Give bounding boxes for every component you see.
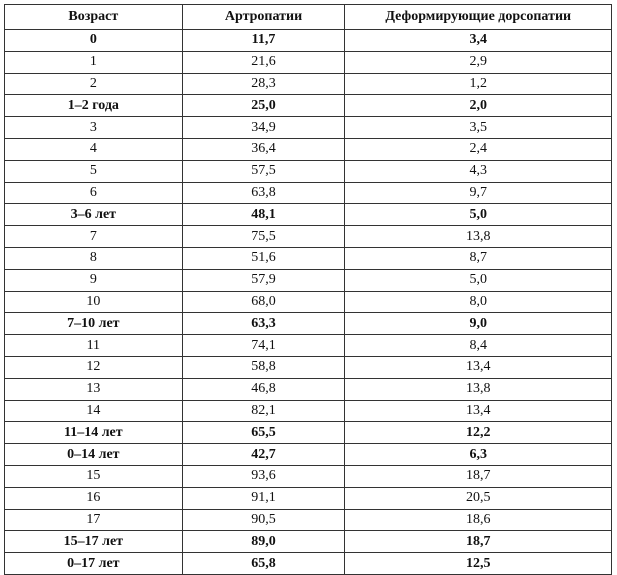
cell-arthropathies: 57,5	[182, 160, 345, 182]
cell-age: 16	[5, 487, 183, 509]
cell-age: 3	[5, 117, 183, 139]
cell-age: 4	[5, 138, 183, 160]
cell-dorsopathies: 8,0	[345, 291, 612, 313]
cell-dorsopathies: 12,5	[345, 553, 612, 575]
cell-age: 10	[5, 291, 183, 313]
cell-arthropathies: 42,7	[182, 444, 345, 466]
cell-age: 1	[5, 51, 183, 73]
cell-dorsopathies: 8,4	[345, 335, 612, 357]
cell-arthropathies: 21,6	[182, 51, 345, 73]
cell-arthropathies: 51,6	[182, 247, 345, 269]
cell-arthropathies: 25,0	[182, 95, 345, 117]
table-row	[5, 400, 612, 422]
cell-dorsopathies: 5,0	[345, 204, 612, 226]
cell-dorsopathies: 9,0	[345, 313, 612, 335]
table-row	[5, 356, 612, 378]
cell-dorsopathies: 5,0	[345, 269, 612, 291]
cell-arthropathies: 34,9	[182, 117, 345, 139]
cell-age: 7–10 лет	[5, 313, 183, 335]
cell-arthropathies: 82,1	[182, 400, 345, 422]
cell-arthropathies: 11,7	[182, 30, 345, 52]
cell-age: 1–2 года	[5, 95, 183, 117]
table-row	[5, 291, 612, 313]
cell-dorsopathies: 13,4	[345, 400, 612, 422]
cell-dorsopathies: 2,9	[345, 51, 612, 73]
cell-arthropathies: 90,5	[182, 509, 345, 531]
cell-dorsopathies: 18,7	[345, 531, 612, 553]
table-row	[5, 73, 612, 95]
cell-dorsopathies: 13,4	[345, 356, 612, 378]
cell-age: 7	[5, 226, 183, 248]
table-row	[5, 531, 612, 553]
header-arthropathies: Артропатии	[182, 5, 345, 30]
cell-dorsopathies: 13,8	[345, 378, 612, 400]
cell-arthropathies: 65,8	[182, 553, 345, 575]
cell-age: 12	[5, 356, 183, 378]
cell-dorsopathies: 20,5	[345, 487, 612, 509]
cell-age: 14	[5, 400, 183, 422]
table-row	[5, 247, 612, 269]
cell-dorsopathies: 18,7	[345, 465, 612, 487]
table-row	[5, 378, 612, 400]
cell-arthropathies: 57,9	[182, 269, 345, 291]
table-row	[5, 313, 612, 335]
cell-arthropathies: 68,0	[182, 291, 345, 313]
cell-dorsopathies: 8,7	[345, 247, 612, 269]
cell-arthropathies: 46,8	[182, 378, 345, 400]
cell-age: 3–6 лет	[5, 204, 183, 226]
cell-arthropathies: 91,1	[182, 487, 345, 509]
table-row	[5, 509, 612, 531]
table-row	[5, 422, 612, 444]
table-row	[5, 553, 612, 575]
cell-arthropathies: 58,8	[182, 356, 345, 378]
cell-dorsopathies: 9,7	[345, 182, 612, 204]
cell-dorsopathies: 2,4	[345, 138, 612, 160]
table-row	[5, 117, 612, 139]
cell-arthropathies: 63,3	[182, 313, 345, 335]
header-age: Возраст	[5, 5, 183, 30]
cell-age: 8	[5, 247, 183, 269]
table-row	[5, 138, 612, 160]
cell-age: 17	[5, 509, 183, 531]
table-row	[5, 95, 612, 117]
cell-age: 9	[5, 269, 183, 291]
cell-dorsopathies: 3,5	[345, 117, 612, 139]
cell-dorsopathies: 2,0	[345, 95, 612, 117]
cell-age: 0–14 лет	[5, 444, 183, 466]
cell-dorsopathies: 1,2	[345, 73, 612, 95]
table-row	[5, 465, 612, 487]
cell-age: 0	[5, 30, 183, 52]
cell-dorsopathies: 18,6	[345, 509, 612, 531]
cell-dorsopathies: 4,3	[345, 160, 612, 182]
table-body	[5, 30, 612, 575]
cell-age: 5	[5, 160, 183, 182]
cell-age: 6	[5, 182, 183, 204]
cell-arthropathies: 48,1	[182, 204, 345, 226]
cell-age: 15–17 лет	[5, 531, 183, 553]
cell-arthropathies: 63,8	[182, 182, 345, 204]
cell-age: 0–17 лет	[5, 553, 183, 575]
cell-age: 13	[5, 378, 183, 400]
cell-arthropathies: 89,0	[182, 531, 345, 553]
cell-dorsopathies: 13,8	[345, 226, 612, 248]
cell-arthropathies: 65,5	[182, 422, 345, 444]
morbidity-table	[4, 4, 612, 575]
cell-dorsopathies: 6,3	[345, 444, 612, 466]
table-row	[5, 160, 612, 182]
cell-age: 11–14 лет	[5, 422, 183, 444]
table-row	[5, 487, 612, 509]
cell-age: 11	[5, 335, 183, 357]
header-row	[5, 5, 612, 30]
cell-arthropathies: 28,3	[182, 73, 345, 95]
cell-arthropathies: 93,6	[182, 465, 345, 487]
cell-arthropathies: 36,4	[182, 138, 345, 160]
table-row	[5, 444, 612, 466]
cell-dorsopathies: 12,2	[345, 422, 612, 444]
table-row	[5, 182, 612, 204]
table-row	[5, 30, 612, 52]
cell-dorsopathies: 3,4	[345, 30, 612, 52]
table-row	[5, 335, 612, 357]
table-row	[5, 226, 612, 248]
cell-arthropathies: 74,1	[182, 335, 345, 357]
table-row	[5, 51, 612, 73]
table-row	[5, 204, 612, 226]
header-dorsopathies: Деформирующие дорсопатии	[345, 5, 612, 30]
table-row	[5, 269, 612, 291]
cell-arthropathies: 75,5	[182, 226, 345, 248]
cell-age: 2	[5, 73, 183, 95]
cell-age: 15	[5, 465, 183, 487]
